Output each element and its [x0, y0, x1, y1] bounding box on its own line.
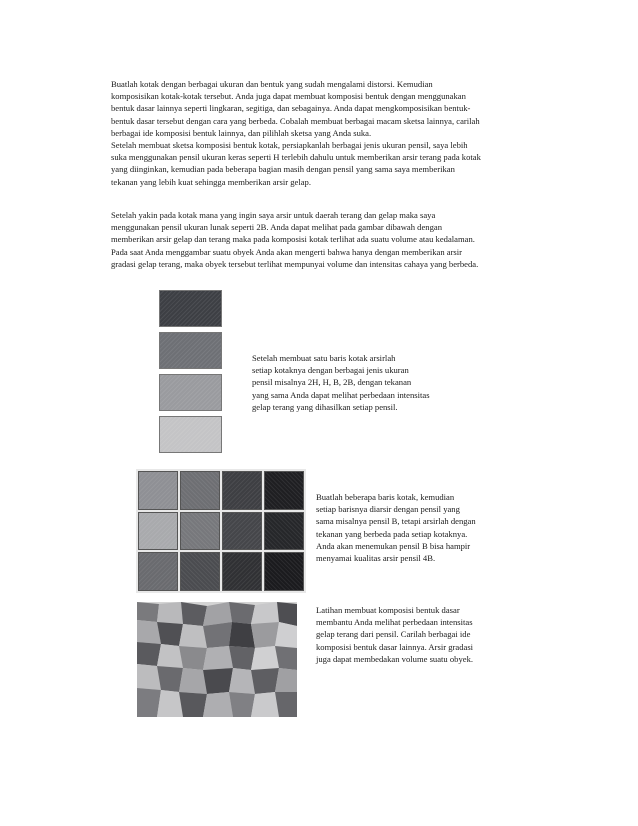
caption-line: Setelah membuat satu baris kotak arsirlah: [252, 353, 396, 363]
caption-composition: [316, 604, 526, 665]
caption-line: juga dapat membedakan volume suatu obyek.: [316, 653, 474, 664]
caption-line: setiap barisnya diarsir dengan pensil yang: [316, 504, 460, 515]
caption-swatch-column: [252, 352, 452, 413]
composition-drawing: [137, 602, 297, 717]
caption-line: Anda akan menemukan pensil B bisa hampir: [316, 540, 471, 551]
grid-cell: [138, 471, 178, 510]
caption-line: menyamai kualitas arsir pensil 4B.: [316, 553, 436, 564]
pencil-swatch-column-image: [159, 290, 222, 458]
text-line: gradasi gelap terang, maka obyek tersebut terlihat mempunyai volume dan intensitas cahaya yang berbeda.: [111, 258, 479, 269]
text-line: Buatlah kotak dengan berbagai ukuran dan bentuk yang sudah mengalami distorsi. Kemudian: [111, 79, 433, 89]
text-line: berbagai ide komposisi bentuk lainnya, dan pilihlah sketsa yang Anda suka.: [111, 127, 372, 138]
caption-line: tekanan yang berbeda pada setiap kotaknya.: [316, 528, 468, 539]
text-line: bentuk dasar lainnya seperti lingkaran, segitiga, dan sebagainya. Anda dapat mengkomposisikan bentuk-: [111, 103, 471, 114]
text-line: suka menggunakan pensil ukuran keras seperti H terlebih dahulu untuk memberikan arsir terang pada kotak: [111, 152, 481, 163]
pressure-grid-image: [136, 469, 306, 593]
grid-cell: [222, 471, 262, 510]
grid-cell: [264, 471, 304, 510]
grid-cell: [222, 552, 262, 591]
grid-cell: [138, 512, 178, 551]
text-line: Setelah yakin pada kotak mana yang ingin saya arsir untuk daerah terang dan gelap maka saya: [111, 210, 436, 220]
swatch-medium-light: [159, 374, 222, 411]
caption-line: Latihan membuat komposisi bentuk dasar: [316, 605, 460, 615]
paragraph-distortion-instructions: [111, 78, 529, 188]
text-line: memberikan arsir gelap dan terang maka pada komposisi kotak terlihat ada suatu volume atau kedalaman.: [111, 234, 475, 245]
grid-cell: [138, 552, 178, 591]
caption-line: membantu Anda melihat perbedaan intensitas: [316, 617, 473, 628]
text-line: menggunakan pensil ukuran lunak seperti 2B. Anda dapat melihat pada gambar dibawah dengan: [111, 222, 442, 233]
grid-cell: [222, 512, 262, 551]
caption-line: gelap terang yang dihasilkan setiap pensil.: [252, 401, 398, 412]
caption-line: komposisi bentuk dasar lainnya. Arsir gradasi: [316, 641, 474, 652]
swatch-dark: [159, 290, 222, 327]
grid-cell: [180, 552, 220, 591]
grid-cell: [180, 512, 220, 551]
caption-line: gelap terang dari pensil. Carilah berbagai ide: [316, 629, 471, 640]
paragraph-shading-instructions: [111, 209, 529, 270]
caption-line: pensil misalnya 2H, H, B, 2B, dengan tekanan: [252, 377, 412, 388]
distorted-box-composition-image: [137, 602, 297, 717]
text-line: Pada saat Anda menggambar suatu obyek Anda akan mengerti bahwa hanya dengan memberikan arsir: [111, 246, 463, 257]
caption-line: sama misalnya pensil B, tetapi arsirlah dengan: [316, 516, 476, 527]
grid-cell: [180, 471, 220, 510]
text-line: yang diinginkan, kemudian pada beberapa bagian masih dengan pensil yang sama saya memberikan: [111, 164, 455, 175]
swatch-light: [159, 416, 222, 453]
text-line: bentuk dasar tersebut dengan cara yang berbeda. Cobalah membuat berbagai macam sketsa lainnya, carilah: [111, 115, 480, 126]
caption-line: yang sama Anda dapat melihat perbedaan intensitas: [252, 389, 430, 400]
text-line: komposisikan kotak-kotak tersebut. Anda juga dapat membuat komposisi bentuk dengan menggunakan: [111, 91, 466, 102]
grid-cell: [264, 552, 304, 591]
caption-line: setiap kotaknya dengan berbagai jenis ukuran: [252, 365, 409, 376]
grid-cell: [264, 512, 304, 551]
swatch-medium-dark: [159, 332, 222, 369]
text-line: Setelah membuat sketsa komposisi bentuk kotak, persiapkanlah berbagai jenis ukuran pensil, saya lebih: [111, 140, 468, 151]
caption-pressure-grid: [316, 491, 526, 564]
caption-line: Buatlah beberapa baris kotak, kemudian: [316, 492, 455, 502]
text-line: tekanan yang lebih kuat sehingga memberikan arsir gelap.: [111, 176, 311, 187]
